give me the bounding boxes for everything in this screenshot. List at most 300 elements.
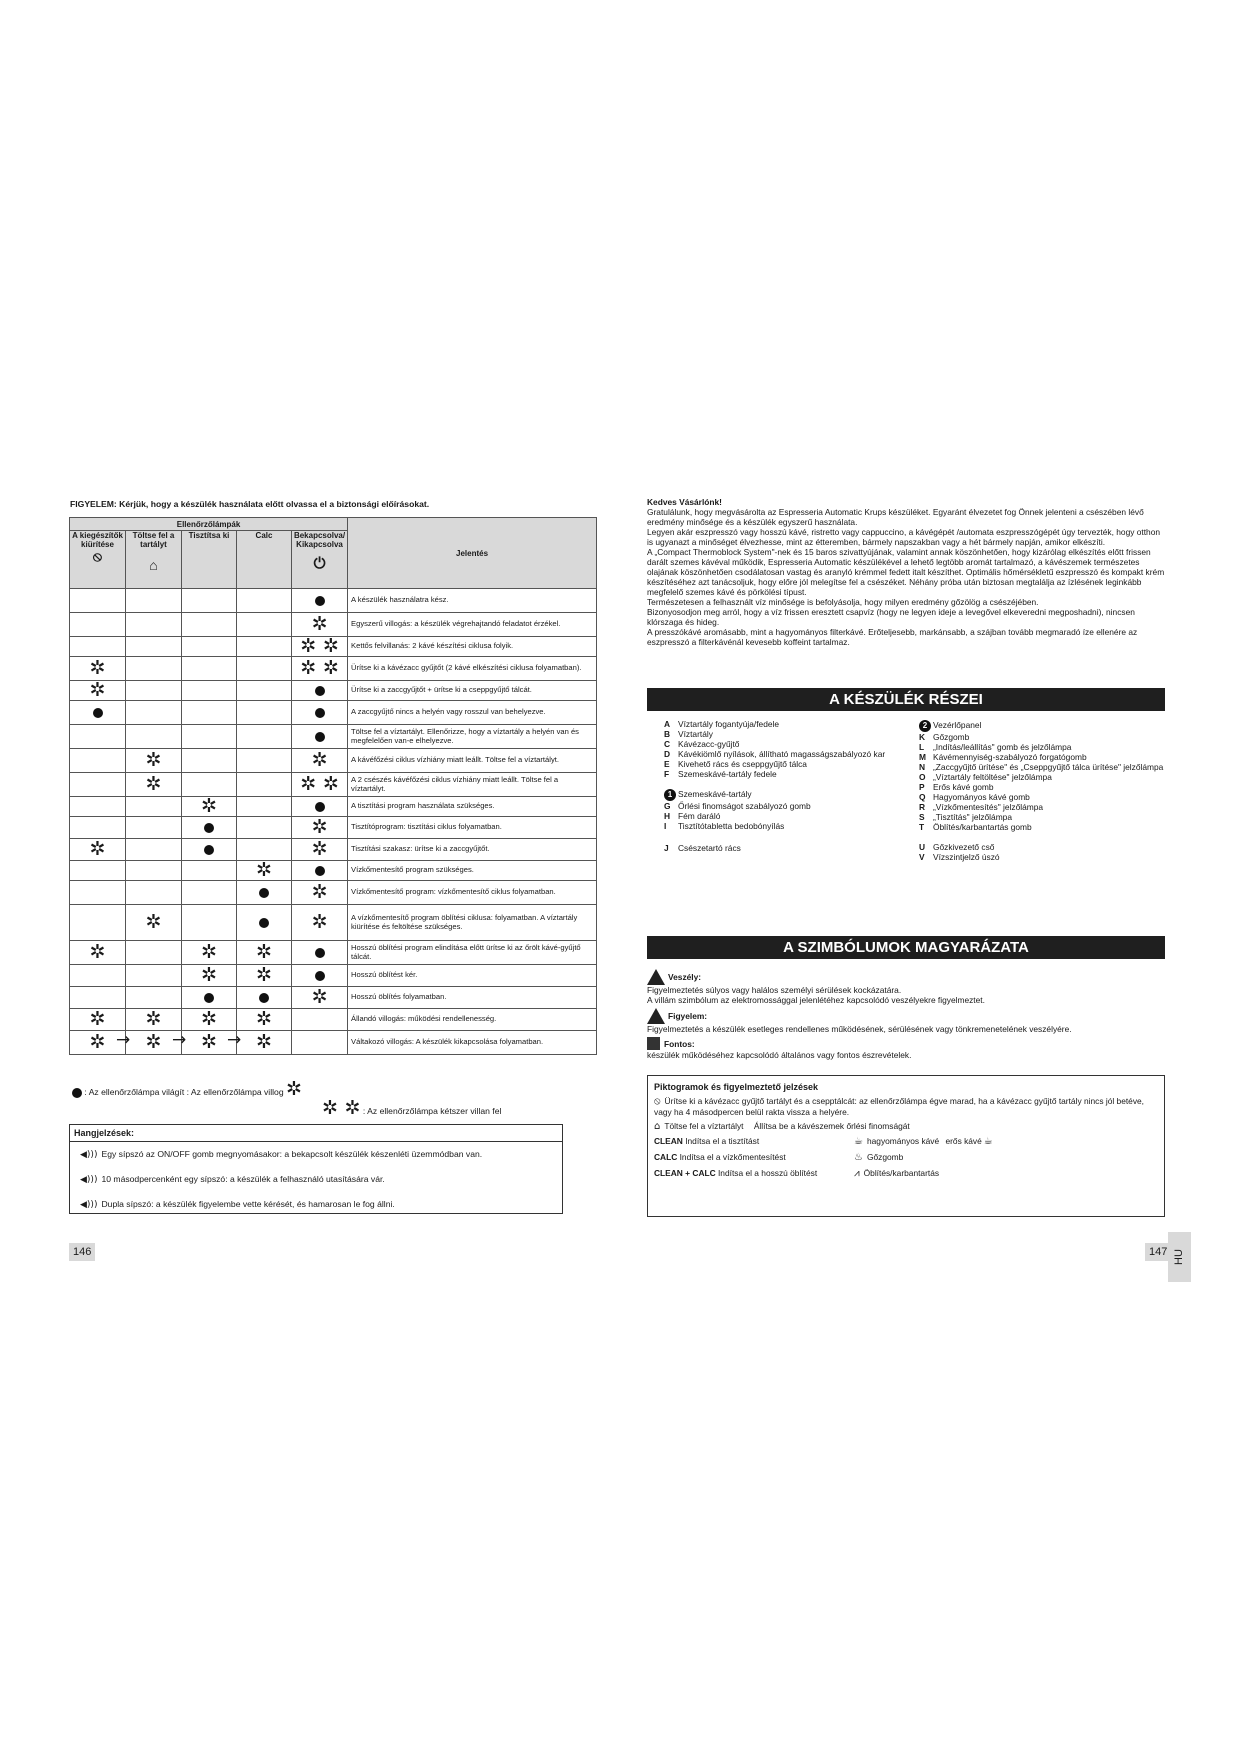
lamp-meaning: Hosszú öblítés folyamatban. <box>348 987 597 1009</box>
danger-icon <box>647 969 665 985</box>
lamp-state-cell <box>292 725 348 749</box>
lamp-blink-symbol: ✲ <box>201 794 217 817</box>
calc-val: Indítsa el a vízkőmentesítést <box>679 1152 786 1162</box>
lamp-state-cell <box>237 657 292 681</box>
speaker-icon: ◀))) <box>80 1175 98 1185</box>
lamp-blink-symbol: ✲ <box>145 1030 162 1053</box>
part-letter: Q <box>919 792 926 802</box>
group-2-title: Vezérlőpanel <box>933 720 982 731</box>
part-item <box>664 811 904 821</box>
part-item <box>664 749 904 759</box>
lamp-state-cell <box>292 965 348 987</box>
danger-text: Figyelmeztetés súlyos vagy halálos személyi sérülések kockázatára. <box>647 985 902 995</box>
lamp-meaning: Vízkőmentesítő program: vízkőmentesítő ciklus folyamatban. <box>348 881 597 905</box>
col-power <box>292 531 348 589</box>
lamp-state-cell <box>292 941 348 965</box>
indicator-lamp-table <box>69 517 597 1055</box>
part-item <box>919 742 1165 752</box>
lamp-blink-symbol: ✲ <box>311 880 328 903</box>
part-letter: K <box>919 732 926 742</box>
lamp-state-cell <box>182 701 237 725</box>
lamp-state-cell <box>237 858 292 881</box>
lamp-state-cell <box>70 861 126 881</box>
group-1-number: 1 <box>664 789 676 801</box>
lamp-state-cell <box>237 725 292 749</box>
lamp-state-cell <box>126 797 182 817</box>
lamp-state-cell <box>126 681 182 701</box>
picto-clean-row <box>648 1136 1164 1147</box>
lamp-on-symbol <box>204 845 214 855</box>
lamp-table-row <box>70 905 597 941</box>
group-2-number: 2 <box>919 720 931 732</box>
attention-header <box>647 1008 1165 1024</box>
lamp-state-cell <box>292 681 348 701</box>
part-label: „Víztartály feltöltése" jelzőlámpa <box>933 772 1052 782</box>
intro-paragraph: Természetesen a felhasznált víz minősége is befolyásolja, hogy milyen eredmény gőzölög a csészéjében. <box>647 597 1039 607</box>
rinse-icon: ⩘ <box>854 1168 860 1179</box>
lamp-meaning: Hosszú öblítést kér. <box>348 965 597 987</box>
lamp-blink-symbol: ✲ <box>201 1030 217 1053</box>
part-item <box>664 801 904 811</box>
lamp-double-blink-symbol: ✲ ✲ <box>300 634 339 657</box>
attention-icon <box>647 1008 665 1024</box>
lamp-state-cell <box>292 1031 348 1055</box>
part-label: Kávézacc-gyűjtő <box>678 739 740 749</box>
arrow-icon: → <box>116 1030 131 1050</box>
col-empty-accessories-label: A kiegészítők kiürítése <box>72 531 123 549</box>
meaning-header: Jelentés <box>348 518 597 589</box>
part-item <box>664 821 904 831</box>
lamp-meaning: Hosszú öblítési program elindítása előtt ürítse ki az őrölt kávé-gyűjtő tálcát. <box>348 941 597 965</box>
lamp-state-cell <box>182 773 237 797</box>
lamp-state-cell <box>292 797 348 817</box>
lamp-state-cell <box>182 861 237 881</box>
pictograms-title: Piktogramok és figyelmeztető jelzések <box>654 1082 819 1092</box>
lamp-meaning: Kettős felvillanás: 2 kávé készítési ciklusa folyik. <box>348 637 597 657</box>
lamp-state-cell <box>237 637 292 657</box>
lamp-state-cell <box>70 965 126 987</box>
lamp-blink-symbol: ✲ <box>256 858 272 881</box>
part-label: Erős kávé gomb <box>933 782 994 792</box>
lamp-state-cell <box>70 941 126 965</box>
lamp-state-cell <box>237 839 292 861</box>
lamp-table-row <box>70 941 597 965</box>
lamp-state-cell <box>237 817 292 839</box>
attention-text: Figyelmeztetés a készülék esetleges rendellenes működésének, sérülésének vagy tönkremenetelének veszélyére. <box>647 1024 1072 1034</box>
lamp-state-cell <box>70 797 126 817</box>
steam-text: Gőzgomb <box>866 1152 904 1162</box>
group-1-header <box>664 789 904 801</box>
intro-text <box>647 497 1165 647</box>
lamp-state-cell <box>182 794 237 817</box>
lamp-table-row <box>70 749 597 773</box>
part-label: Víztartály fogantyúja/fedele <box>678 719 780 729</box>
lamp-state-cell <box>126 1009 182 1031</box>
part-label: Kávémennyiség-szabályozó forgatógomb <box>933 752 1087 762</box>
legend-on-text: : Az ellenőrzőlámpa világít <box>84 1087 185 1097</box>
col-empty-accessories <box>70 531 126 589</box>
part-letter: R <box>919 802 926 812</box>
part-letter: I <box>664 821 667 831</box>
part-item <box>664 759 904 769</box>
lamp-state-cell <box>237 589 292 613</box>
lamp-state-cell <box>292 613 348 637</box>
lamp-state-cell <box>126 861 182 881</box>
lamp-table-row <box>70 681 597 701</box>
part-letter: B <box>664 729 671 739</box>
lamp-state-cell <box>126 987 182 1009</box>
part-letter: E <box>664 759 670 769</box>
col-power-label: Bekapcsolva/ Kikapcsolva <box>293 531 346 549</box>
lamp-blink-symbol: ✲ <box>201 1007 217 1030</box>
empty-accessories-icon: ⦸ <box>92 548 103 564</box>
lamps-group-header: Ellenőrzőlámpák <box>70 518 348 531</box>
lamp-meaning: A 2 csészés kávéfőzési ciklus vízhiány miatt leállt. Töltse fel a víztartályt. <box>348 773 597 797</box>
lamp-meaning: Tisztítási szakasz: ürítse ki a zaccgyűjtőt. <box>348 839 597 861</box>
col-fill-tank-label: Töltse fel a tartályt <box>132 531 175 549</box>
lamp-state-cell <box>182 987 237 1009</box>
lamp-state-cell <box>237 797 292 817</box>
intro-paragraph: Legyen akár eszpresszó vagy hosszú kávé, ristretto vagy cappuccino, a kávégépét /automata eszpresszógépét úgy tervezték, hogy otthon is ugyanazt a minőséget élvezhesse, mint az étteremben, bármely napszakban vagy a hét bármely napján, amikor elkészíti. <box>647 527 1161 547</box>
lamp-on-symbol <box>315 596 325 606</box>
part-label: „Zaccgyűjtő ürítése" és „Cseppgyűjtő tálca ürítése" jelzőlámpa <box>933 762 1164 772</box>
sound-signal-text: Dupla sípszó: a készülék figyelembe vette kérését, és hamarosan le fog állni. <box>101 1199 395 1209</box>
lamp-meaning: Töltse fel a víztartályt. Ellenőrizze, hogy a víztartály a helyén van és megfelelően van-e elhelyezve. <box>348 725 597 749</box>
lamp-on-symbol <box>315 866 325 876</box>
lamp-meaning: Ürítse ki a kávézacc gyűjtőt (2 kávé elkészítési ciklusa folyamatban). <box>348 657 597 681</box>
attention-title: Figyelem: <box>668 1011 708 1021</box>
legend-double-text: : Az ellenőrzőlámpa kétszer villan fel <box>362 1106 502 1116</box>
sound-signal-item <box>70 1142 562 1167</box>
sound-signals-box <box>69 1124 563 1214</box>
lamp-state-cell <box>126 657 182 681</box>
important-icon <box>647 1037 660 1050</box>
lamp-state-cell <box>126 941 182 965</box>
water-tank-icon: ⌂ <box>149 557 158 573</box>
part-letter: C <box>664 739 671 749</box>
lamp-blink-symbol: ✲ <box>145 910 162 933</box>
water-tank-icon: ⌂ <box>654 1121 661 1132</box>
lamp-state-cell <box>126 773 182 797</box>
lamp-blink-symbol: ✲ <box>311 837 328 860</box>
lamp-state-cell <box>182 613 237 637</box>
lamp-double-blink-symbol: ✲ ✲ <box>300 772 339 795</box>
lamp-blink-symbol: ✲ <box>89 656 106 679</box>
col-calc: Calc <box>237 531 292 589</box>
parts-list-right <box>919 720 1165 862</box>
danger-header <box>647 969 1165 985</box>
part-letter: P <box>919 782 925 792</box>
part-letter: N <box>919 762 926 772</box>
part-label: Szemeskávé-tartály fedele <box>678 769 777 779</box>
part-letter: L <box>919 742 925 752</box>
lamp-state-cell <box>70 881 126 905</box>
lamp-state-cell <box>70 725 126 749</box>
lamp-state-cell <box>70 839 126 861</box>
normal-coffee-icon: ☕ <box>854 1136 863 1147</box>
cleancalc-key: CLEAN + CALC <box>654 1168 716 1178</box>
lamp-state-cell <box>70 701 126 725</box>
lamp-state-cell <box>237 1009 292 1031</box>
lamp-blink-symbol: ✲ <box>311 815 328 838</box>
lamp-meaning: A vízkőmentesítő program öblítési ciklusa: folyamatban. A víztartály kiürítése és feltöltése szükséges. <box>348 905 597 941</box>
lamp-meaning: Váltakozó villogás: A készülék kikapcsolása folyamatban. <box>348 1031 597 1055</box>
lamp-table-row <box>70 773 597 797</box>
lamp-blink-symbol: ✲ <box>311 985 328 1008</box>
lamp-state-cell <box>182 965 237 987</box>
lamp-blink-symbol: ✲ <box>256 963 272 986</box>
lamp-state-cell <box>70 1009 126 1031</box>
lamp-state-cell <box>237 701 292 725</box>
intro-paragraph: Gratulálunk, hogy megvásárolta az Espresseria Automatic Krups készüléket. Egyaránt élvezetet fog Önnek jelenteni a csészében lévő eredmény minősége és a készülék egyszerű használata. <box>647 507 1144 527</box>
lamp-on-symbol <box>204 823 214 833</box>
lamp-state-cell <box>126 701 182 725</box>
lamp-state-cell <box>126 613 182 637</box>
lamp-double-blink-symbol: ✲ ✲ <box>300 656 339 679</box>
empty-accessories-icon: ⦸ <box>654 1096 661 1107</box>
lamp-state-cell <box>70 613 126 637</box>
lamp-state-cell <box>70 817 126 839</box>
speaker-icon: ◀))) <box>80 1150 98 1160</box>
lamp-state-cell <box>237 773 292 797</box>
lamp-blink-symbol: ✲ <box>145 772 162 795</box>
lamp-state-cell <box>237 613 292 637</box>
lamp-blink-symbol: ✲ <box>89 1030 106 1053</box>
sound-signals-title: Hangjelzések: <box>70 1125 562 1142</box>
lamp-state-cell <box>70 987 126 1009</box>
part-label: Őrlési finomságot szabályozó gomb <box>678 801 811 811</box>
part-letter: H <box>664 811 671 821</box>
part-label: Hagyományos kávé gomb <box>933 792 1030 802</box>
lamp-on-symbol <box>315 686 325 696</box>
picto-empty-line <box>648 1096 1164 1117</box>
lamp-on-symbol <box>315 971 325 981</box>
part-label: Tisztítótabletta bedobónyílás <box>678 821 785 831</box>
lamp-state-cell <box>182 817 237 839</box>
pictograms-box <box>647 1075 1165 1217</box>
lamp-state-cell <box>292 987 348 1009</box>
intro-paragraph: A „Compact Thermoblock System"-nek és 15 baros szivattyújának, valamint annak köszönhetően, hogy kizárólag elkészítés előtt frissen darált szemes kávéval működik, Espresseria Automatic készülékével a lehető legtöbb aromát tartalmazó, a kávészemek természetes olajának köszönhetően csodálatosan vastag és aranyló krémmel fedett italt készíthet. Optimális hőmérsékletű eszpresszó és kompakt krém készítéséhez azt tanácsoljuk, hogy előre jól melegítse fel a csészéket. Néhány próba után biztosan megtalálja az ízlésének leginkább megfelelő szemes kávé és pörkölési típust. <box>647 547 1165 597</box>
lamp-blink-symbol: ✲ <box>145 748 162 771</box>
lamp-state-cell <box>126 965 182 987</box>
lamp-meaning: Tisztítóprogram: tisztítási ciklus folyamatban. <box>348 817 597 839</box>
language-tab-label: HU <box>1173 1249 1185 1265</box>
lamp-blink-symbol: ✲ <box>256 940 272 963</box>
part-label: Kávékiömlő nyílások, állítható magasságszabályozó kar <box>678 749 886 759</box>
power-icon: ⏻ <box>313 554 326 572</box>
lamp-state-cell <box>237 681 292 701</box>
lamp-state-cell <box>292 1009 348 1031</box>
part-item <box>919 762 1165 772</box>
lamp-state-cell <box>237 749 292 773</box>
lamp-state-cell <box>182 941 237 965</box>
lamp-state-cell <box>70 637 126 657</box>
lamp-state-cell <box>182 589 237 613</box>
greeting: Kedves Vásárlónk! <box>647 497 722 507</box>
lamp-blink-symbol: ✲ <box>201 963 217 986</box>
part-item <box>919 752 1165 762</box>
lamp-state-cell <box>126 637 182 657</box>
lamp-state-cell <box>70 678 126 701</box>
part-letter: V <box>919 852 925 862</box>
lamp-blink-symbol: ✲ <box>145 1007 162 1030</box>
lamp-state-cell <box>292 905 348 941</box>
part-letter: G <box>664 801 671 811</box>
warning-heading: FIGYELEM: Kérjük, hogy a készülék használata előtt olvassa el a biztonsági előírásokat. <box>70 499 430 509</box>
part-item <box>664 739 904 749</box>
part-letter: S <box>919 812 925 822</box>
part-label: Vízszintjelző úszó <box>933 852 1000 862</box>
lamp-blink-symbol: ✲ <box>89 678 106 701</box>
lamp-meaning: A készülék használatra kész. <box>348 589 597 613</box>
part-item <box>919 732 1165 742</box>
lamp-meaning: A zaccgyűjtő nincs a helyén vagy rosszul van behelyezve. <box>348 701 597 725</box>
lamp-state-cell <box>126 749 182 773</box>
part-label: Fém daráló <box>678 811 721 821</box>
lamp-state-cell <box>70 749 126 773</box>
lamp-state-cell <box>70 773 126 797</box>
lamp-state-cell <box>292 881 348 905</box>
lamp-blink-symbol: ✲ <box>256 1030 272 1053</box>
lamp-state-cell <box>292 657 348 681</box>
normal-coffee-text: hagyományos kávé <box>866 1136 940 1146</box>
picto-grind-text: Állítsa be a kávészemek őrlési finomságát <box>753 1121 910 1131</box>
lamp-table-row <box>70 987 597 1009</box>
intro-paragraph: A presszókávé aromásabb, mint a hagyományos filterkávé. Erőteljesebb, markánsabb, a szájban tovább megmaradó íze ellenére az eszpresszó a filterkávénál kevesebb koffeint tartalmaz. <box>647 627 1138 647</box>
part-label: Öblítés/karbantartás gomb <box>933 822 1032 832</box>
part-letter: U <box>919 842 926 852</box>
danger-text: A villám szimbólum az elektromossággal jelenlétéhez kapcsolódó veszélyekre figyelmeztet. <box>647 995 985 1005</box>
important-header <box>647 1037 1165 1050</box>
symbols-section-title: A SZIMBÓLUMOK MAGYARÁZATA <box>647 936 1165 959</box>
picto-empty-text: Ürítse ki a kávézacc gyűjtő tartályt és a csepptálcát: az ellenőrzőlámpa égve marad, ha a kávézacc gyűjtő tartály nincs jól betéve, vagy ha 4 másodpercen belül rakta vissza a helyére. <box>654 1096 1145 1117</box>
lamp-state-cell <box>126 725 182 749</box>
lamp-state-cell <box>182 749 237 773</box>
part-letter: A <box>664 719 671 729</box>
lamp-on-symbol <box>93 708 103 718</box>
lamp-table-row <box>70 861 597 881</box>
lamp-state-cell <box>292 817 348 839</box>
lamp-state-cell <box>182 681 237 701</box>
lamp-table-row <box>70 701 597 725</box>
parts-section-title: A KÉSZÜLÉK RÉSZEI <box>647 688 1165 711</box>
lamp-on-symbol <box>259 918 269 928</box>
lamp-state-cell <box>237 965 292 987</box>
speaker-icon: ◀))) <box>80 1200 98 1210</box>
lamp-state-cell <box>182 657 237 681</box>
lamp-on-symbol <box>204 993 214 1003</box>
lamp-state-cell <box>182 839 237 861</box>
lamp-table-row <box>70 965 597 987</box>
danger-title: Veszély: <box>668 972 702 982</box>
part-letter: J <box>664 843 669 853</box>
lamp-table-row <box>70 589 597 613</box>
lamp-table-row <box>70 657 597 681</box>
lamp-meaning: A kávéfőzési ciklus vízhiány miatt leállt. Töltse fel a víztartályt. <box>348 749 597 773</box>
lamp-on-symbol <box>72 1088 82 1098</box>
part-item <box>919 852 1165 862</box>
part-label: Csészetartó rács <box>678 843 741 853</box>
lamp-double-blink-symbol: ✲ ✲ <box>322 1097 361 1119</box>
lamp-state-cell <box>182 637 237 657</box>
steam-icon: ♨ <box>854 1152 863 1163</box>
part-item <box>919 842 1165 852</box>
lamp-state-cell <box>292 839 348 861</box>
lamp-state-cell <box>126 817 182 839</box>
part-item <box>664 719 904 729</box>
part-item <box>919 792 1165 802</box>
lamp-blink-symbol: ✲ <box>311 612 328 635</box>
legend-blink-text: : Az ellenőrzőlámpa villog <box>186 1087 284 1097</box>
picto-calc-row <box>648 1152 1164 1163</box>
lamp-state-cell <box>292 861 348 881</box>
lamp-state-cell <box>292 749 348 773</box>
col-fill-tank <box>126 531 182 589</box>
lamp-state-cell <box>70 657 126 681</box>
lamp-on-symbol <box>259 888 269 898</box>
part-item <box>919 782 1165 792</box>
lamp-blink-symbol: ✲ <box>89 940 106 963</box>
lamp-on-symbol <box>315 948 325 958</box>
parts-list-left <box>664 719 904 853</box>
lamp-on-symbol <box>315 708 325 718</box>
arrow-icon: → <box>172 1030 187 1050</box>
lamp-table-row <box>70 817 597 839</box>
lamp-state-cell <box>292 773 348 797</box>
part-item <box>664 769 904 779</box>
lamp-table-row <box>70 1009 597 1031</box>
lamp-state-cell <box>292 701 348 725</box>
lamp-state-cell <box>70 589 126 613</box>
lamp-state-cell <box>237 941 292 965</box>
symbols-explanation <box>647 966 1165 1060</box>
sound-signal-item <box>70 1167 562 1192</box>
sound-signal-text: 10 másodpercenként egy sípszó: a készülék a felhasználó utasítására vár. <box>101 1174 385 1184</box>
lamp-on-symbol <box>315 732 325 742</box>
lamp-blink-symbol: ✲ <box>89 1007 106 1030</box>
lamp-blink-symbol: ✲ <box>311 910 328 933</box>
strong-coffee-icon: ☕ <box>983 1136 993 1147</box>
lamp-state-cell <box>227 1030 292 1055</box>
cleancalc-val: Indítsa el a hosszú öblítést <box>717 1168 818 1178</box>
part-item <box>919 802 1165 812</box>
lamp-table-row <box>70 881 597 905</box>
lamp-table-row <box>70 725 597 749</box>
lamp-state-cell <box>126 905 182 941</box>
lamp-state-cell <box>237 881 292 905</box>
part-label: Gőzkivezető cső <box>933 842 995 852</box>
lamp-table-row <box>70 613 597 637</box>
lamp-meaning: Vízkőmentesítő program szükséges. <box>348 861 597 881</box>
lamp-table-row <box>70 839 597 861</box>
lamp-meaning: A tisztítási program használata szükséges. <box>348 797 597 817</box>
part-item <box>919 772 1165 782</box>
lamp-state-cell <box>182 725 237 749</box>
lamp-state-cell <box>126 881 182 905</box>
sound-signal-text: Egy sípszó az ON/OFF gomb megnyomásakor: a bekapcsolt készülék készenléti üzemmódban van. <box>101 1149 483 1159</box>
part-letter: D <box>664 749 671 759</box>
lamp-blink-symbol: ✲ <box>311 748 328 771</box>
part-label: Kivehető rács és cseppgyűjtő tálca <box>678 759 807 769</box>
part-item <box>919 822 1165 832</box>
lamp-state-cell <box>70 905 126 941</box>
important-title: Fontos: <box>664 1038 695 1049</box>
picto-cleancalc-row <box>648 1168 1164 1179</box>
important-text: készülék működéséhez kapcsolódó általános vagy fontos észrevételek. <box>647 1050 912 1060</box>
lamp-blink-symbol: ✲ <box>286 1078 302 1100</box>
part-label: „Tisztítás" jelzőlámpa <box>933 812 1012 822</box>
lamp-table-row <box>70 637 597 657</box>
